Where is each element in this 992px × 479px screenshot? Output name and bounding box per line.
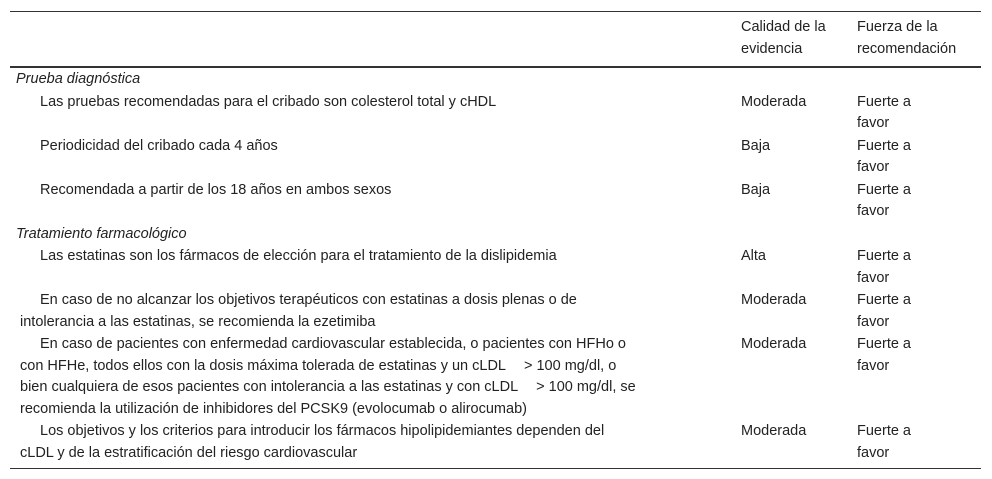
recommendation-text xyxy=(10,333,735,420)
strength-line2: favor xyxy=(857,444,890,461)
table-row xyxy=(10,135,981,179)
strength-line2: favor xyxy=(857,357,890,374)
header-quality-line1: Calidad de la xyxy=(741,19,826,35)
recommendation-text-fragment: > 100 mg/dl, se xyxy=(536,379,636,395)
strength-line2: favor xyxy=(857,115,890,131)
recommendation-text xyxy=(10,245,735,289)
recommendation-text-line: Recomendada a partir de los 18 años en ambos sexos xyxy=(40,181,392,198)
table-header-row xyxy=(10,12,981,68)
strength-line1: Fuerte a xyxy=(857,181,911,198)
header-strength xyxy=(851,12,981,68)
evidence-quality: Moderada xyxy=(741,93,807,110)
evidence-quality: Baja xyxy=(741,181,771,198)
recommendation-text-line: recomienda la utilización de inhibidores del PCSK9 (evolocumab o alirocumab) xyxy=(20,400,527,417)
section-row xyxy=(10,67,981,91)
table-row xyxy=(10,245,981,289)
evidence-quality: Alta xyxy=(741,248,766,264)
recommendation-text-line: Periodicidad del cribado cada 4 años xyxy=(40,137,278,154)
recommendation-text-line: Las estatinas son los fármacos de elección para el tratamiento de la dislipidemia xyxy=(40,248,557,264)
recommendation-strength xyxy=(851,179,981,223)
recommendation-text xyxy=(10,135,735,179)
strength-line1: Fuerte a xyxy=(857,292,911,308)
recommendation-strength xyxy=(851,135,981,179)
recommendation-strength xyxy=(851,245,981,289)
header-empty xyxy=(10,12,735,68)
recommendation-text-line: En caso de no alcanzar los objetivos terapéuticos con estatinas a dosis plenas o de xyxy=(40,292,577,308)
recommendation-text-line: cLDL y de la estratificación del riesgo cardiovascular xyxy=(20,444,358,461)
recommendation-text-line: Las pruebas recomendadas para el cribado son colesterol total y cHDL xyxy=(40,93,497,110)
recommendation-text-line: intolerancia a las estatinas, se recomienda la ezetimiba xyxy=(20,313,376,330)
recommendation-text-line: Los objetivos y los criterios para introducir los fármacos hipolipidemiantes dependen del xyxy=(40,423,605,439)
recommendation-text-line: bien cualquiera de esos pacientes con intolerancia a las estatinas y con cLDL xyxy=(20,379,519,395)
strength-line1: Fuerte a xyxy=(857,336,911,352)
recommendation-strength xyxy=(851,289,981,333)
strength-line2: favor xyxy=(857,159,890,175)
recommendation-text xyxy=(10,289,735,333)
recommendation-text-line: con HFHe, todos ellos con la dosis máxima tolerada de estatinas y un cLDL xyxy=(20,357,506,374)
strength-line2: favor xyxy=(857,203,890,219)
recommendation-text-line: En caso de pacientes con enfermedad cardiovascular establecida, o pacientes con HFHo o xyxy=(40,336,626,352)
evidence-quality: Moderada xyxy=(735,420,851,469)
header-quality xyxy=(735,12,851,68)
table-row xyxy=(10,333,981,420)
evidence-quality: Moderada xyxy=(741,292,807,308)
section-title: Prueba diagnóstica xyxy=(16,71,141,87)
section-row xyxy=(10,223,981,246)
strength-line2: favor xyxy=(857,269,890,286)
header-strength-line1: Fuerza de la xyxy=(857,19,938,35)
table-row xyxy=(10,179,981,223)
strength-line1: Fuerte a xyxy=(857,93,911,110)
section-title: Tratamiento farmacológico xyxy=(16,225,187,242)
table-row xyxy=(10,420,981,469)
recommendations-table xyxy=(10,11,981,469)
recommendation-text-fragment: > 100 mg/dl, o xyxy=(524,357,617,374)
recommendation-text xyxy=(10,420,735,469)
recommendation-text xyxy=(10,179,735,223)
strength-line1: Fuerte a xyxy=(857,423,911,439)
table-row xyxy=(10,289,981,333)
header-strength-line2: recomendación xyxy=(857,40,957,57)
strength-line2: favor xyxy=(857,313,890,330)
strength-line1: Fuerte a xyxy=(857,137,911,154)
recommendation-strength xyxy=(851,333,981,420)
recommendation-strength xyxy=(851,91,981,135)
header-quality-line2: evidencia xyxy=(741,40,803,57)
evidence-quality: Baja xyxy=(741,137,771,154)
evidence-quality: Moderada xyxy=(741,336,807,352)
recommendation-strength xyxy=(851,420,981,469)
recommendation-text xyxy=(10,91,735,135)
table-row xyxy=(10,91,981,135)
strength-line1: Fuerte a xyxy=(857,248,911,264)
